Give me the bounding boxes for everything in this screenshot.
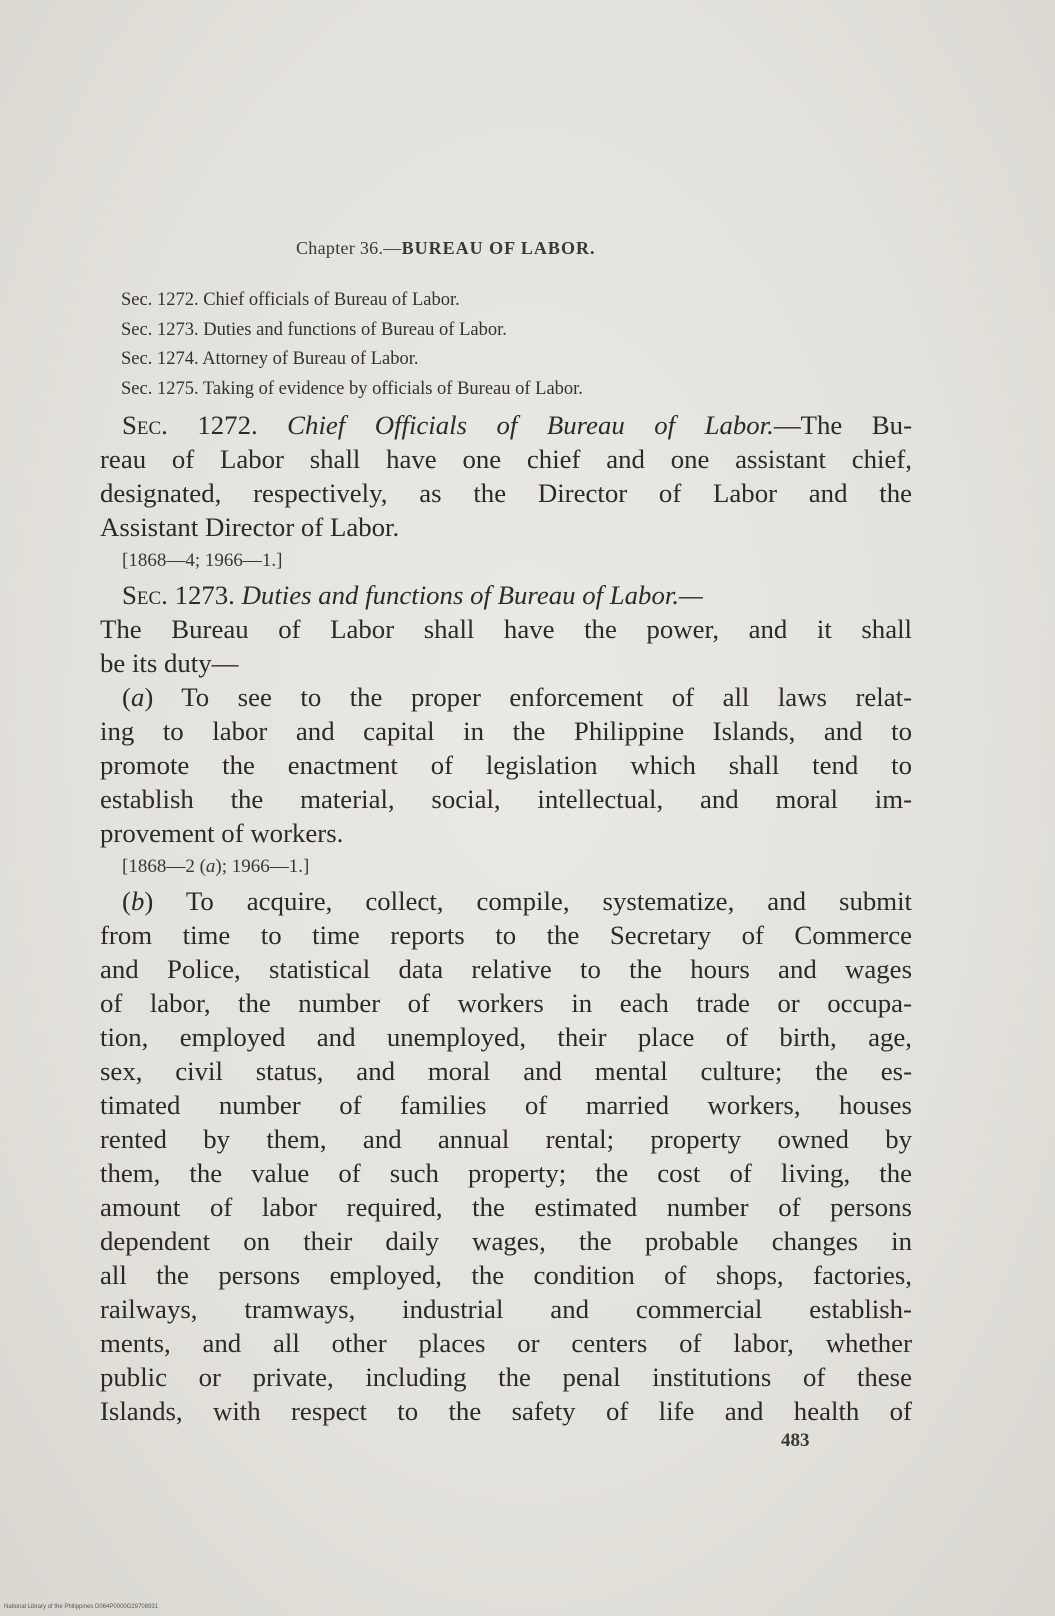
body-text xyxy=(100,408,912,1428)
citation: [1868—4; 1966—1.] xyxy=(122,550,283,571)
text-line: of labor, the number of workers in each trade or occupa- xyxy=(100,988,912,1018)
chapter-heading-prefix: Chapter 36.— xyxy=(296,238,402,258)
text-line: amount of labor required, the estimated number of persons xyxy=(100,1192,912,1222)
text-line: and Police, statistical data relative to the hours and wages xyxy=(100,954,912,984)
page-number: 483 xyxy=(781,1430,810,1451)
toc-entry: Sec. 1274. Attorney of Bureau of Labor. xyxy=(121,349,419,369)
section-label: Sec. 1272. xyxy=(122,410,258,440)
paragraph-marker: (b) xyxy=(122,886,154,916)
citation-marker: a xyxy=(205,856,216,877)
text-line: rented by them, and annual rental; property owned by xyxy=(100,1124,912,1154)
text-run: To acquire, collect, compile, systematize, and submit xyxy=(153,886,912,916)
text-line: dependent on their daily wages, the probable changes in xyxy=(100,1226,912,1256)
text-run: —The Bu- xyxy=(773,410,912,440)
paragraph-letter: a xyxy=(130,682,145,712)
paragraph-marker: (a) xyxy=(122,682,154,712)
text-line: from time to time reports to the Secretary of Commerce xyxy=(100,920,912,950)
text-line: Islands, with respect to the safety of life and health of xyxy=(100,1396,912,1426)
text-line: all the persons employed, the condition of shops, factories, xyxy=(100,1260,912,1290)
text-line: promote the enactment of legislation which shall tend to xyxy=(100,750,912,780)
text-line: ments, and all other places or centers of labor, whether xyxy=(100,1328,912,1358)
section-heading: Chief Officials of Bureau of Labor. xyxy=(287,410,774,440)
text-line: sex, civil status, and moral and mental culture; the es- xyxy=(100,1056,912,1086)
text-line: public or private, including the penal institutions of these xyxy=(100,1362,912,1392)
text-line: railways, tramways, industrial and commercial establish- xyxy=(100,1294,912,1324)
text-line: reau of Labor shall have one chief and one assistant chief, xyxy=(100,444,912,474)
paragraph-b-first-line xyxy=(100,884,912,918)
chapter-heading xyxy=(296,238,595,259)
text-run: To see to the proper enforcement of all laws relat- xyxy=(153,682,912,712)
paragraph-a-first-line xyxy=(100,680,912,714)
text-line: establish the material, social, intellectual, and moral im- xyxy=(100,784,912,814)
text-line: tion, employed and unemployed, their place of birth, age, xyxy=(100,1022,912,1052)
library-footer: National Library of the Philippines D064P0000G29708931 xyxy=(4,1604,159,1610)
section-contents-list xyxy=(121,286,921,404)
paragraph-letter: b xyxy=(130,886,145,916)
toc-entry: Sec. 1273. Duties and functions of Bureau of Labor. xyxy=(121,319,507,340)
section-heading: Duties and functions of Bureau of Labor.— xyxy=(241,580,703,610)
text-line: ing to labor and capital in the Philippine Islands, and to xyxy=(100,716,912,746)
citation-prefix: [1868—2 ( xyxy=(122,856,206,877)
section-1273-first-line xyxy=(100,578,912,612)
section-1272-first-line xyxy=(100,408,912,442)
citation xyxy=(100,850,912,884)
citation-suffix: ); 1966—1.] xyxy=(215,856,310,877)
section-label: Sec. 1273. xyxy=(122,580,235,610)
text-line: The Bureau of Labor shall have the power, and it shall xyxy=(100,614,912,644)
toc-entry: Sec. 1272. Chief officials of Bureau of Labor. xyxy=(121,290,460,310)
text-line: them, the value of such property; the cost of living, the xyxy=(100,1158,912,1188)
text-line: provement of workers. xyxy=(100,818,344,848)
text-line: Assistant Director of Labor. xyxy=(100,512,400,542)
text-line: be its duty— xyxy=(100,648,239,678)
toc-entry: Sec. 1275. Taking of evidence by officials of Bureau of Labor. xyxy=(121,378,583,399)
text-line: timated number of families of married workers, houses xyxy=(100,1090,912,1120)
chapter-heading-title: BUREAU OF LABOR. xyxy=(401,238,596,258)
text-line: designated, respectively, as the Director of Labor and the xyxy=(100,478,912,508)
